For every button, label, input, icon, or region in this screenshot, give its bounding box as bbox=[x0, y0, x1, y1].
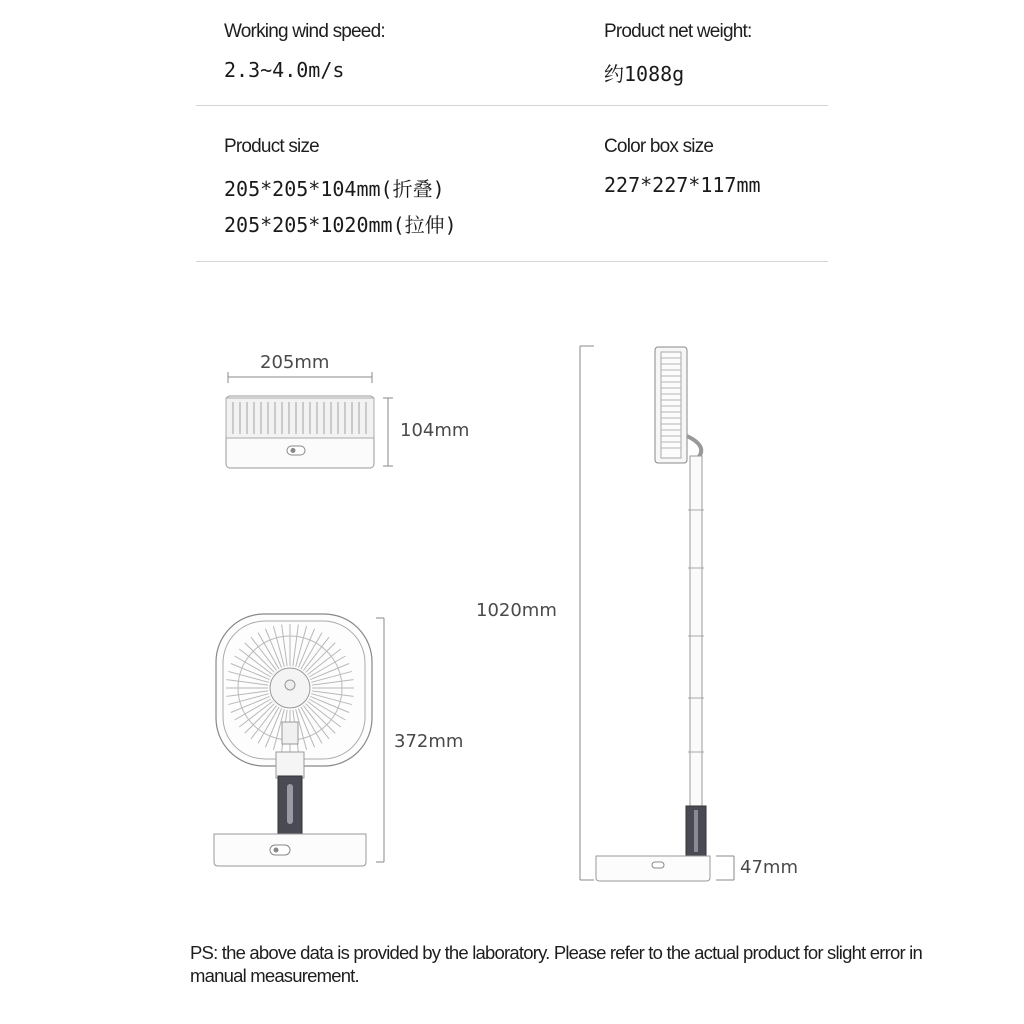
front-view-fan-illustration bbox=[214, 614, 384, 866]
box-size-label: Color box size bbox=[604, 136, 714, 157]
lab-disclaimer-note: PS: the above data is provided by the laboratory. Please refer to the actual product for slight error in manual measurement. bbox=[190, 942, 922, 986]
box-size-value: 227*227*117mm bbox=[604, 173, 761, 197]
net-weight-label: Product net weight: bbox=[604, 21, 752, 42]
folded-fan-illustration bbox=[226, 372, 393, 468]
wind-speed-value: 2.3~4.0m/s bbox=[224, 58, 345, 82]
front-height-label: 372mm bbox=[394, 731, 464, 752]
wind-speed-label: Working wind speed: bbox=[224, 21, 385, 42]
side-view-fan-illustration bbox=[580, 346, 734, 881]
folded-width-label: 205mm bbox=[260, 352, 330, 373]
product-size-folded-value: 205*205*104mm(折叠) bbox=[224, 177, 445, 201]
net-weight-value: 约1088g bbox=[604, 62, 685, 86]
product-size-extended-value: 205*205*1020mm(拉伸) bbox=[224, 213, 457, 237]
product-size-label: Product size bbox=[224, 136, 319, 157]
extended-height-label: 1020mm bbox=[476, 600, 557, 621]
folded-height-label: 104mm bbox=[400, 420, 470, 441]
base-height-label: 47mm bbox=[740, 857, 798, 878]
